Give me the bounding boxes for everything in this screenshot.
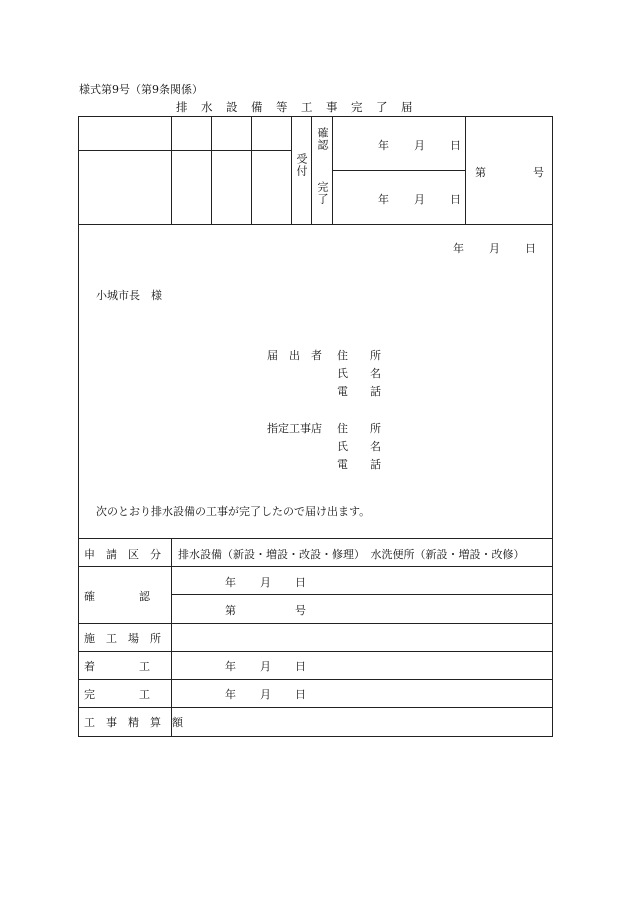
applicant-label: 届 出 者: [267, 349, 322, 362]
completion-label-vertical: 完了: [316, 181, 329, 205]
complete-month-label: 月: [414, 193, 425, 206]
applicant-phone-label: 電 話: [337, 385, 381, 398]
notice-year-label: 年: [453, 242, 464, 255]
start-month: 月: [260, 660, 271, 673]
confirmation-number-suffix: 号: [295, 604, 306, 617]
completion-day: 日: [295, 688, 306, 701]
complete-year-label: 年: [378, 193, 389, 206]
confirmation-number-prefix: 第: [225, 604, 236, 617]
confirmation-label: 確 認: [84, 590, 150, 603]
start-day: 日: [295, 660, 306, 673]
confirm-year-label: 年: [378, 139, 389, 152]
contractor-name-label: 氏 名: [337, 440, 381, 453]
site-label: 施 工 場 所: [84, 632, 161, 645]
applicant-name-label: 氏 名: [337, 367, 381, 380]
completion-year: 年: [225, 688, 236, 701]
number-prefix: 第: [475, 166, 486, 179]
notice-day-label: 日: [525, 242, 536, 255]
contractor-address-label: 住 所: [337, 422, 381, 435]
completion-month: 月: [260, 688, 271, 701]
page-title: 排 水 設 備 等 工 事 完 了 届: [176, 100, 414, 114]
application-type-label: 申 請 区 分: [84, 548, 161, 561]
completion-label: 完 工: [84, 688, 150, 701]
confirmation-label-vertical: 確認: [316, 127, 329, 151]
start-year: 年: [225, 660, 236, 673]
statement: 次のとおり排水設備の工事が完了したので届け出ます。: [96, 505, 371, 518]
contractor-label: 指定工事店: [267, 422, 322, 435]
number-suffix: 号: [533, 166, 544, 179]
start-label: 着 工: [84, 660, 150, 673]
notice-month-label: 月: [489, 242, 500, 255]
contractor-phone-label: 電 話: [337, 458, 381, 471]
applicant-address-label: 住 所: [337, 349, 381, 362]
confirm-month-label: 月: [414, 139, 425, 152]
complete-day-label: 日: [450, 193, 461, 206]
confirm-day-label: 日: [450, 139, 461, 152]
cost-label: 工 事 精 算 額: [84, 716, 183, 729]
confirmation-day: 日: [295, 576, 306, 589]
confirmation-month: 月: [260, 576, 271, 589]
addressee: 小城市長 様: [96, 289, 162, 302]
application-type-value: 排水設備（新設・増設・改設・修理） 水洗便所（新設・増設・改修）: [178, 548, 525, 561]
confirmation-year: 年: [225, 576, 236, 589]
form-number: 様式第9号（第9条関係）: [79, 83, 203, 96]
reception-label: 受付: [295, 153, 308, 177]
